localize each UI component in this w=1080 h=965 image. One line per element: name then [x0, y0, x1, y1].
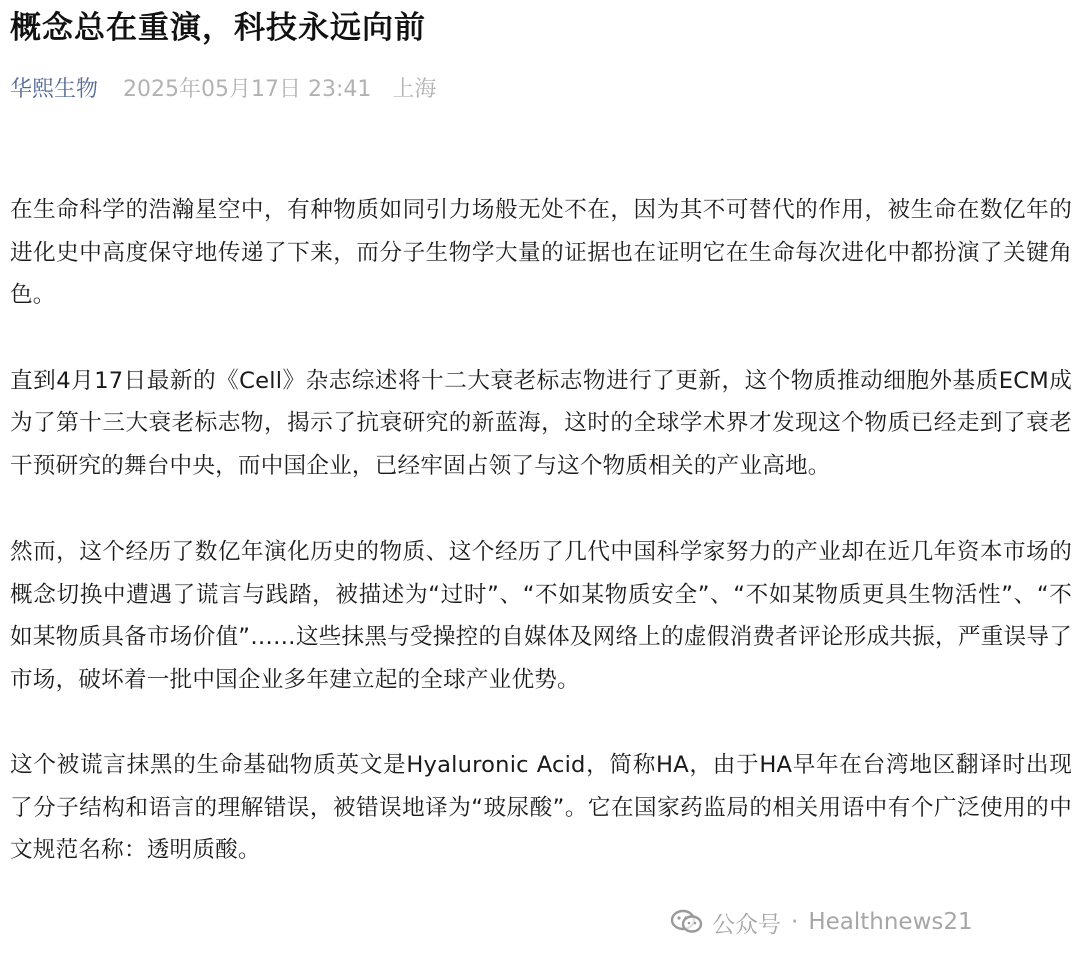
watermark-account: Healthnews21 [808, 909, 973, 935]
author-link[interactable]: 华熙生物 [10, 77, 99, 102]
article-meta [10, 74, 1072, 106]
watermark-label: 公众号 [712, 911, 781, 938]
publish-location: 上海 [392, 77, 437, 102]
article-body [10, 189, 1072, 872]
watermark-separator: · [791, 909, 799, 935]
watermark [670, 904, 973, 940]
paragraph-1: 在生命科学的浩瀚星空中，有种物质如同引力场般无处不在，因为其不可替代的作用，被生命在数亿年的进化史中高度保守地传递了下来，而分子生物学大量的证据也在证明它在生命每次进化中都扮演了关键角色。 [10, 197, 1072, 308]
publish-date: 2025年05月17日 23:41 [123, 77, 372, 102]
paragraph-3: 然而，这个经历了数亿年演化历史的物质、这个经历了几代中国科学家努力的产业却在近几年资本市场的概念切换中遭遇了谎言与践踏，被描述为“过时”、“不如某物质安全”、“不如某物质更具生物活性”、“不如某物质具备市场价值”……这些抹黑与受操控的自媒体及网络上的虚假消费者评论形成共振，严重误导了市场，破坏着一批中国企业多年建立起的全球产业优势。 [10, 539, 1072, 693]
article [10, 0, 1072, 915]
wechat-official-account-icon [670, 908, 704, 936]
paragraph-4: 这个被谎言抹黑的生命基础物质英文是Hyaluronic Acid，简称HA，由于HA早年在台湾地区翻译时出现了分子结构和语言的理解错误，被错误地译为“玻尿酸”。它在国家药监局的相关用语中有个广泛使用的中文规范名称：透明质酸。 [10, 752, 1072, 863]
article-title: 概念总在重演，科技永远向前 [10, 10, 426, 46]
paragraph-2: 直到4月17日最新的《Cell》杂志综述将十二大衰老标志物进行了更新，这个物质推动细胞外基质ECM成为了第十三大衰老标志物，揭示了抗衰研究的新蓝海，这时的全球学术界才发现这个物质已经走到了衰老干预研究的舞台中央，而中国企业，已经牢固占领了与这个物质相关的产业高地。 [10, 367, 1072, 479]
